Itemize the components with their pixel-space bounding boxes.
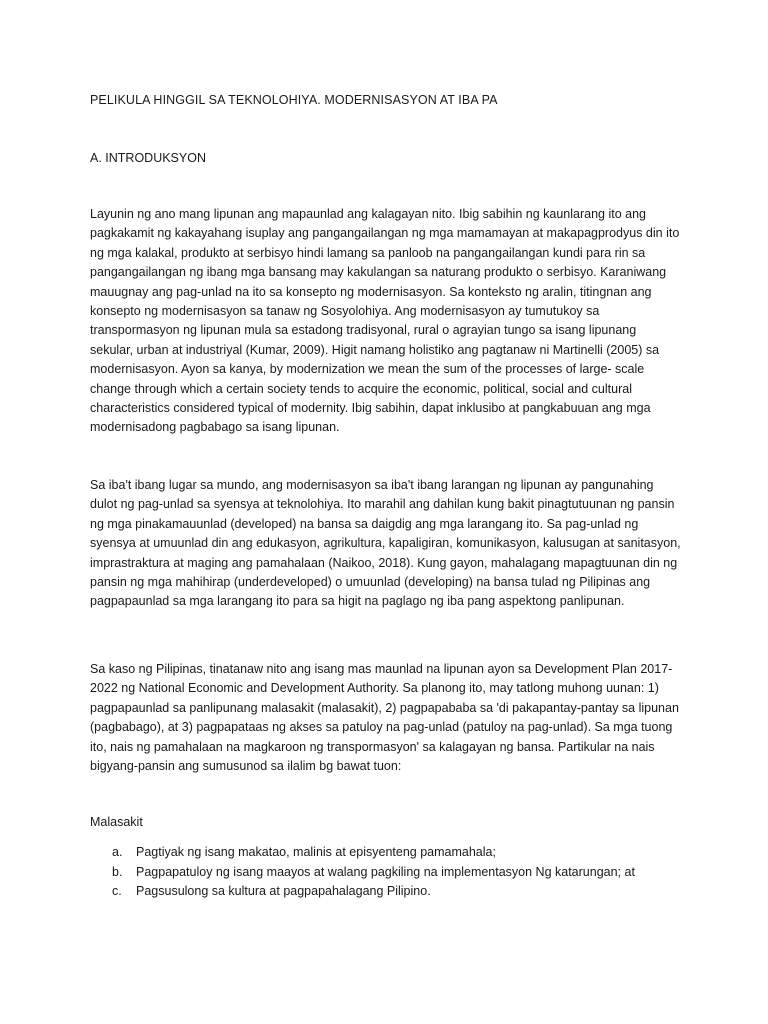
section-heading: A. INTRODUKSYON (90, 151, 206, 165)
document-title: PELIKULA HINGGIL SA TEKNOLOHIYA. MODERNISASYON AT IBA PA (90, 93, 498, 107)
paragraph: Sa kaso ng Pilipinas, tinatanaw nito ang isang mas maunlad na lipunan ayon sa Development Plan 2017-2022 ng National Economic and Development Authority. Sa planong ito, may tatlong muhong uunan: 1) pagpapaunlad sa panlipunang malasakit (malasakit), 2) pagpapababa sa 'di pakapantay-pantay sa lipunan (pagbabago), at 3) pagpapataas ng akses sa patuloy na pag-unlad (patuloy na pag-unlad). Sa mga tuong ito, nais ng pamahalaan na magkaroon ng transpormasyon' sa kalagayan ng bansa. Partikular na nais bigyang-pansin ang sumusunod sa ilalim bg bawat tuon: (90, 662, 679, 774)
list-item-text: Pagpapatuloy ng isang maayos at walang pagkiling na implementasyon Ng katarungan; at (136, 864, 635, 879)
subheading: Malasakit (90, 815, 143, 829)
paragraph: Layunin ng ano mang lipunan ang mapaunlad ang kalagayan nito. Ibig sabihin ng kaunlarang ito ang pagkakamit ng kakayahang isuplay ang pangangailangan ng mga mamamayan at makapagprodyus din ito ng mga kalakal, produkto at serbisyo hindi lamang sa panloob na pangangailangan kundi para rin sa pangangailangan ng ibang mga bansang may kakulangan sa naturang produkto o serbisyo. Karaniwang mauugnay ang pag-unlad na ito sa konsepto ng modernisasyon. Sa konteksto ng aralin, titingnan ang konsepto ng modernisasyon sa tanaw ng Sosyolohiya. Ang modernisasyon ay tumutukoy sa transpormasyon ng lipunan mula sa estadong tradisyonal, rural o agrayian tungo sa isang lipunang sekular, urban at industriyal (Kumar, 2009). Higit namang holistiko ang pagtanaw ni Martinelli (2005) sa modernisasyon. Ayon sa kanya, by modernization we mean the sum of the processes of large- scale change through which a certain society tends to acquire the economic, political, social and cultural characteristics considered typical of modernity. Ibig sabihin, dapat inklusibo at pangkabuuan ang mga modernisadong pagbabago sa isang lipunan. (90, 207, 680, 435)
list-marker: a. (112, 845, 123, 859)
list-marker: b. (112, 864, 123, 879)
list-item (90, 882, 690, 902)
list-item (90, 863, 690, 883)
paragraph: Sa iba't ibang lugar sa mundo, ang modernisasyon sa iba't ibang larangan ng lipunan ay pangunahing dulot ng pag-unlad sa syensya at teknolohiya. Ito marahil ang dahilan kung bakit pinagtutuunan ng pansin ng mga pinakamauunlad (developed) na bansa sa daigdig ang mga larangang ito. Sa pag-unlad ng syensya at umuunlad din ang edukasyon, agrikultura, kapaligiran, komunikasyon, kalusugan at sanitasyon, imprastraktura at maging ang pamahalaan (Naikoo, 2018). Kung gayon, mahalagang mapagtuunan din ng pansin ng mga mahihirap (underdeveloped) o umuunlad (developing) na bansa tulad ng Pilipinas ang pagpapaunlad sa mga larangang ito para sa higit na paglago ng iba pang aspektong panlipunan. (90, 478, 681, 609)
list-item-text: Pagsusulong sa kultura at pagpapahalagang Pilipino. (136, 884, 431, 898)
list-item-text: Pagtiyak ng isang makatao, malinis at episyenteng pamamahala; (136, 845, 496, 859)
ordered-list (90, 843, 690, 902)
list-item (90, 843, 690, 863)
list-marker: c. (112, 884, 122, 898)
